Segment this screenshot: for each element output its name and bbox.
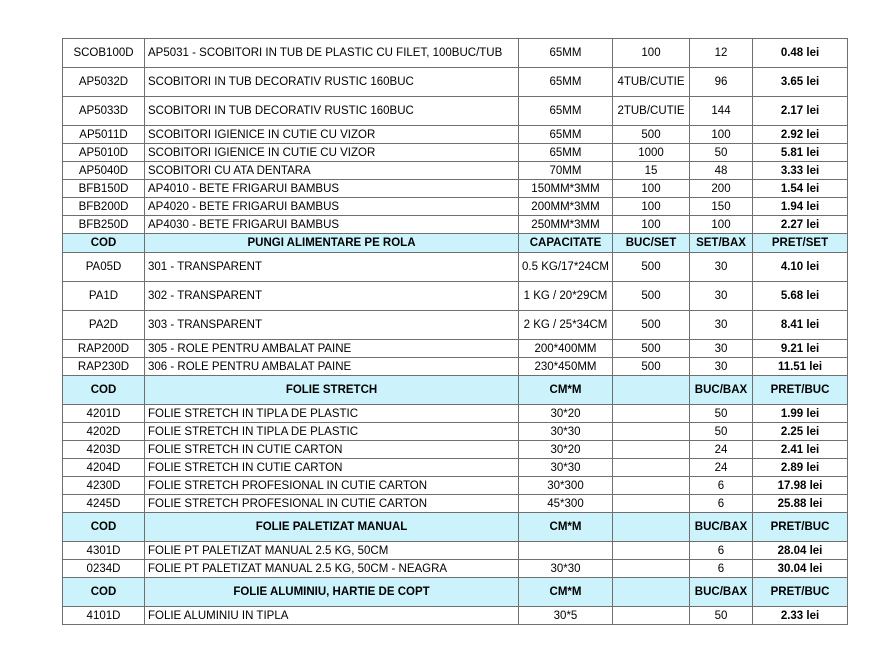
cell-denumire: SCOBITORI IN TUB DECORATIV RUSTIC 160BUC bbox=[145, 68, 519, 97]
cell-pret: 8.41 lei bbox=[753, 311, 848, 340]
cell-pret: 2.17 lei bbox=[753, 97, 848, 126]
header-cell-set-bax: BUC/BAX bbox=[690, 376, 753, 405]
cell-capacitate: 30*30 bbox=[519, 560, 613, 578]
cell-pret: 25.88 lei bbox=[753, 495, 848, 513]
cell-capacitate: 150MM*3MM bbox=[519, 180, 613, 198]
cell-cod: 4230D bbox=[63, 477, 145, 495]
table-row bbox=[63, 542, 848, 560]
cell-cod: AP5032D bbox=[63, 68, 145, 97]
table-row bbox=[63, 39, 848, 68]
header-cell-buc-set bbox=[613, 513, 690, 542]
table-row bbox=[63, 459, 848, 477]
table-row bbox=[63, 423, 848, 441]
header-cell-buc-set bbox=[613, 376, 690, 405]
section-header-row bbox=[63, 376, 848, 405]
cell-capacitate: 230*450MM bbox=[519, 358, 613, 376]
cell-pret: 2.27 lei bbox=[753, 216, 848, 234]
cell-cod: BFB250D bbox=[63, 216, 145, 234]
header-cell-denumire: PUNGI ALIMENTARE PE ROLA bbox=[145, 234, 519, 253]
cell-cod: AP5010D bbox=[63, 144, 145, 162]
table-row bbox=[63, 441, 848, 459]
table-row bbox=[63, 405, 848, 423]
cell-set-bax: 96 bbox=[690, 68, 753, 97]
cell-denumire: FOLIE PT PALETIZAT MANUAL 2.5 KG, 50CM bbox=[145, 542, 519, 560]
cell-pret: 1.99 lei bbox=[753, 405, 848, 423]
cell-cod: RAP230D bbox=[63, 358, 145, 376]
cell-pret: 30.04 lei bbox=[753, 560, 848, 578]
table-row bbox=[63, 477, 848, 495]
cell-capacitate: 2 KG / 25*34CM bbox=[519, 311, 613, 340]
table-row bbox=[63, 282, 848, 311]
cell-denumire: SCOBITORI IN TUB DECORATIV RUSTIC 160BUC bbox=[145, 97, 519, 126]
header-cell-pret: PRET/BUC bbox=[753, 376, 848, 405]
price-list-table bbox=[62, 38, 848, 625]
cell-set-bax: 24 bbox=[690, 441, 753, 459]
cell-set-bax: 50 bbox=[690, 405, 753, 423]
cell-pret: 9.21 lei bbox=[753, 340, 848, 358]
cell-buc-set: 4TUB/CUTIE bbox=[613, 68, 690, 97]
cell-set-bax: 48 bbox=[690, 162, 753, 180]
cell-denumire: AP4030 - BETE FRIGARUI BAMBUS bbox=[145, 216, 519, 234]
cell-pret: 2.41 lei bbox=[753, 441, 848, 459]
cell-denumire: AP4020 - BETE FRIGARUI BAMBUS bbox=[145, 198, 519, 216]
cell-denumire: FOLIE STRETCH IN TIPLA DE PLASTIC bbox=[145, 405, 519, 423]
cell-capacitate: 30*20 bbox=[519, 441, 613, 459]
cell-denumire: 306 - ROLE PENTRU AMBALAT PAINE bbox=[145, 358, 519, 376]
cell-buc-set: 500 bbox=[613, 253, 690, 282]
cell-buc-set: 500 bbox=[613, 340, 690, 358]
cell-buc-set: 500 bbox=[613, 311, 690, 340]
cell-buc-set bbox=[613, 542, 690, 560]
cell-buc-set: 2TUB/CUTIE bbox=[613, 97, 690, 126]
table-row bbox=[63, 180, 848, 198]
cell-buc-set bbox=[613, 495, 690, 513]
cell-set-bax: 150 bbox=[690, 198, 753, 216]
cell-capacitate: 65MM bbox=[519, 39, 613, 68]
header-cell-set-bax: BUC/BAX bbox=[690, 513, 753, 542]
cell-cod: PA05D bbox=[63, 253, 145, 282]
cell-denumire: 301 - TRANSPARENT bbox=[145, 253, 519, 282]
cell-pret: 1.94 lei bbox=[753, 198, 848, 216]
cell-capacitate: 30*30 bbox=[519, 459, 613, 477]
cell-cod: RAP200D bbox=[63, 340, 145, 358]
header-cell-buc-set bbox=[613, 578, 690, 607]
table-row bbox=[63, 144, 848, 162]
cell-denumire: FOLIE STRETCH IN CUTIE CARTON bbox=[145, 441, 519, 459]
cell-capacitate: 30*30 bbox=[519, 423, 613, 441]
cell-pret: 2.33 lei bbox=[753, 607, 848, 625]
cell-buc-set bbox=[613, 405, 690, 423]
cell-cod: 4245D bbox=[63, 495, 145, 513]
header-cell-cod: COD bbox=[63, 513, 145, 542]
cell-denumire: SCOBITORI IGIENICE IN CUTIE CU VIZOR bbox=[145, 126, 519, 144]
cell-set-bax: 100 bbox=[690, 126, 753, 144]
cell-capacitate: 250MM*3MM bbox=[519, 216, 613, 234]
cell-denumire: SCOBITORI IGIENICE IN CUTIE CU VIZOR bbox=[145, 144, 519, 162]
cell-cod: 4202D bbox=[63, 423, 145, 441]
table-row bbox=[63, 162, 848, 180]
cell-cod: AP5033D bbox=[63, 97, 145, 126]
cell-capacitate: 200MM*3MM bbox=[519, 198, 613, 216]
table-row bbox=[63, 216, 848, 234]
cell-pret: 3.33 lei bbox=[753, 162, 848, 180]
cell-cod: 4203D bbox=[63, 441, 145, 459]
cell-set-bax: 200 bbox=[690, 180, 753, 198]
cell-buc-set bbox=[613, 477, 690, 495]
table-row bbox=[63, 607, 848, 625]
cell-capacitate: 70MM bbox=[519, 162, 613, 180]
cell-buc-set: 100 bbox=[613, 180, 690, 198]
cell-pret: 3.65 lei bbox=[753, 68, 848, 97]
header-cell-set-bax: SET/BAX bbox=[690, 234, 753, 253]
cell-buc-set bbox=[613, 459, 690, 477]
header-cell-denumire: FOLIE PALETIZAT MANUAL bbox=[145, 513, 519, 542]
cell-pret: 17.98 lei bbox=[753, 477, 848, 495]
header-cell-capacitate: CAPACITATE bbox=[519, 234, 613, 253]
cell-denumire: FOLIE STRETCH IN CUTIE CARTON bbox=[145, 459, 519, 477]
table-row bbox=[63, 358, 848, 376]
cell-cod: BFB150D bbox=[63, 180, 145, 198]
cell-buc-set: 500 bbox=[613, 126, 690, 144]
table-row bbox=[63, 495, 848, 513]
table-row bbox=[63, 560, 848, 578]
cell-set-bax: 6 bbox=[690, 560, 753, 578]
table-row bbox=[63, 68, 848, 97]
cell-buc-set: 100 bbox=[613, 198, 690, 216]
cell-capacitate: 30*20 bbox=[519, 405, 613, 423]
cell-pret: 4.10 lei bbox=[753, 253, 848, 282]
header-cell-cod: COD bbox=[63, 578, 145, 607]
cell-buc-set: 500 bbox=[613, 282, 690, 311]
cell-denumire: 305 - ROLE PENTRU AMBALAT PAINE bbox=[145, 340, 519, 358]
table-row bbox=[63, 126, 848, 144]
cell-cod: BFB200D bbox=[63, 198, 145, 216]
cell-capacitate: 65MM bbox=[519, 126, 613, 144]
cell-buc-set bbox=[613, 607, 690, 625]
cell-buc-set: 100 bbox=[613, 216, 690, 234]
cell-denumire: AP5031 - SCOBITORI IN TUB DE PLASTIC CU FILET, 100BUC/TUB bbox=[145, 39, 519, 68]
cell-capacitate: 65MM bbox=[519, 97, 613, 126]
section-header-row bbox=[63, 234, 848, 253]
cell-pret: 0.48 lei bbox=[753, 39, 848, 68]
cell-pret: 2.92 lei bbox=[753, 126, 848, 144]
cell-set-bax: 50 bbox=[690, 423, 753, 441]
cell-set-bax: 24 bbox=[690, 459, 753, 477]
cell-set-bax: 144 bbox=[690, 97, 753, 126]
cell-set-bax: 6 bbox=[690, 477, 753, 495]
section-header-row bbox=[63, 513, 848, 542]
cell-capacitate: 1 KG / 20*29CM bbox=[519, 282, 613, 311]
cell-buc-set: 100 bbox=[613, 39, 690, 68]
cell-set-bax: 30 bbox=[690, 340, 753, 358]
table-row bbox=[63, 198, 848, 216]
cell-pret: 1.54 lei bbox=[753, 180, 848, 198]
cell-pret: 11.51 lei bbox=[753, 358, 848, 376]
cell-set-bax: 50 bbox=[690, 144, 753, 162]
table-row bbox=[63, 97, 848, 126]
cell-denumire: FOLIE ALUMINIU IN TIPLA bbox=[145, 607, 519, 625]
cell-set-bax: 30 bbox=[690, 253, 753, 282]
table-row bbox=[63, 311, 848, 340]
header-cell-capacitate: CM*M bbox=[519, 578, 613, 607]
cell-cod: AP5011D bbox=[63, 126, 145, 144]
cell-capacitate bbox=[519, 542, 613, 560]
cell-denumire: AP4010 - BETE FRIGARUI BAMBUS bbox=[145, 180, 519, 198]
cell-cod: 4101D bbox=[63, 607, 145, 625]
cell-cod: 4201D bbox=[63, 405, 145, 423]
cell-denumire: FOLIE PT PALETIZAT MANUAL 2.5 KG, 50CM - NEAGRA bbox=[145, 560, 519, 578]
cell-buc-set: 15 bbox=[613, 162, 690, 180]
cell-capacitate: 200*400MM bbox=[519, 340, 613, 358]
table-row bbox=[63, 340, 848, 358]
cell-set-bax: 100 bbox=[690, 216, 753, 234]
cell-set-bax: 30 bbox=[690, 358, 753, 376]
header-cell-denumire: FOLIE ALUMINIU, HARTIE DE COPT bbox=[145, 578, 519, 607]
table-row bbox=[63, 253, 848, 282]
cell-pret: 2.89 lei bbox=[753, 459, 848, 477]
header-cell-buc-set: BUC/SET bbox=[613, 234, 690, 253]
cell-cod: PA1D bbox=[63, 282, 145, 311]
cell-set-bax: 12 bbox=[690, 39, 753, 68]
cell-capacitate: 65MM bbox=[519, 144, 613, 162]
cell-set-bax: 6 bbox=[690, 542, 753, 560]
cell-capacitate: 30*300 bbox=[519, 477, 613, 495]
cell-buc-set bbox=[613, 423, 690, 441]
cell-denumire: FOLIE STRETCH PROFESIONAL IN CUTIE CARTON bbox=[145, 477, 519, 495]
cell-capacitate: 45*300 bbox=[519, 495, 613, 513]
cell-buc-set bbox=[613, 560, 690, 578]
cell-cod: AP5040D bbox=[63, 162, 145, 180]
cell-pret: 5.68 lei bbox=[753, 282, 848, 311]
cell-denumire: SCOBITORI CU ATA DENTARA bbox=[145, 162, 519, 180]
section-header-row bbox=[63, 578, 848, 607]
cell-buc-set: 1000 bbox=[613, 144, 690, 162]
header-cell-cod: COD bbox=[63, 376, 145, 405]
cell-pret: 28.04 lei bbox=[753, 542, 848, 560]
cell-denumire: 303 - TRANSPARENT bbox=[145, 311, 519, 340]
header-cell-capacitate: CM*M bbox=[519, 376, 613, 405]
cell-set-bax: 6 bbox=[690, 495, 753, 513]
cell-cod: 4204D bbox=[63, 459, 145, 477]
cell-denumire: FOLIE STRETCH IN TIPLA DE PLASTIC bbox=[145, 423, 519, 441]
cell-capacitate: 0.5 KG/17*24CM bbox=[519, 253, 613, 282]
cell-pret: 5.81 lei bbox=[753, 144, 848, 162]
cell-cod: 0234D bbox=[63, 560, 145, 578]
header-cell-set-bax: BUC/BAX bbox=[690, 578, 753, 607]
header-cell-pret: PRET/SET bbox=[753, 234, 848, 253]
header-cell-cod: COD bbox=[63, 234, 145, 253]
cell-denumire: 302 - TRANSPARENT bbox=[145, 282, 519, 311]
header-cell-pret: PRET/BUC bbox=[753, 578, 848, 607]
cell-cod: 4301D bbox=[63, 542, 145, 560]
cell-set-bax: 30 bbox=[690, 282, 753, 311]
cell-cod: SCOB100D bbox=[63, 39, 145, 68]
cell-set-bax: 50 bbox=[690, 607, 753, 625]
cell-buc-set bbox=[613, 441, 690, 459]
cell-capacitate: 65MM bbox=[519, 68, 613, 97]
cell-cod: PA2D bbox=[63, 311, 145, 340]
cell-capacitate: 30*5 bbox=[519, 607, 613, 625]
cell-buc-set: 500 bbox=[613, 358, 690, 376]
header-cell-capacitate: CM*M bbox=[519, 513, 613, 542]
price-list-body bbox=[63, 39, 848, 625]
cell-set-bax: 30 bbox=[690, 311, 753, 340]
cell-denumire: FOLIE STRETCH PROFESIONAL IN CUTIE CARTON bbox=[145, 495, 519, 513]
header-cell-denumire: FOLIE STRETCH bbox=[145, 376, 519, 405]
cell-pret: 2.25 lei bbox=[753, 423, 848, 441]
header-cell-pret: PRET/BUC bbox=[753, 513, 848, 542]
